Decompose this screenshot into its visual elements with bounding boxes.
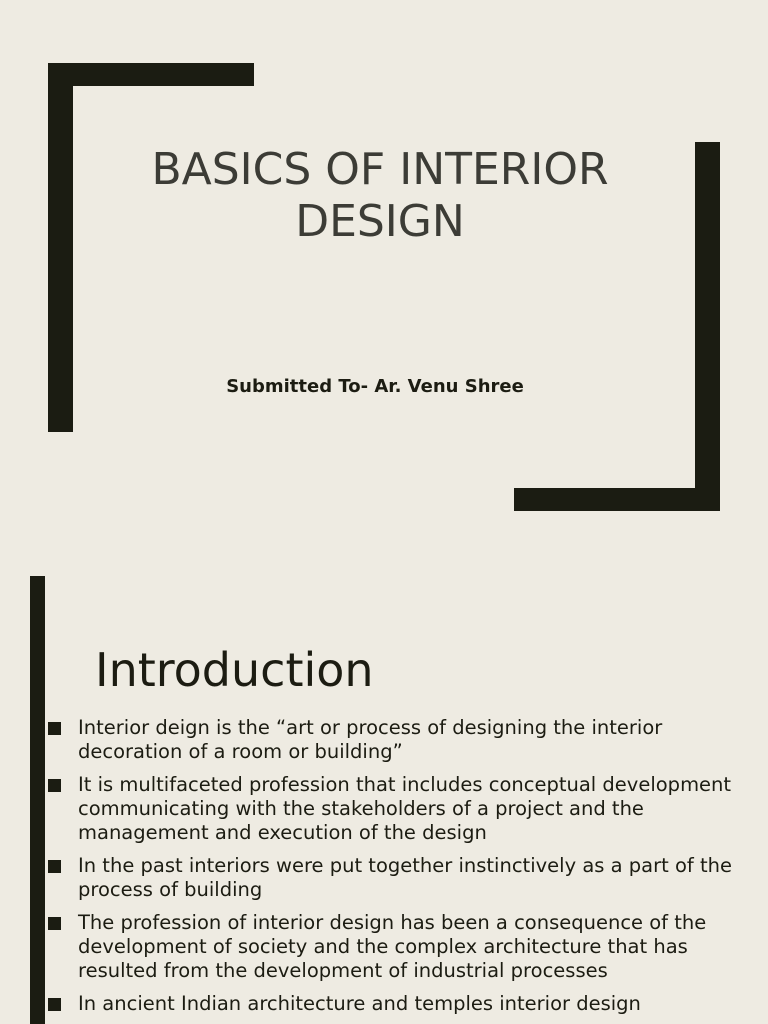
top-left-frame-vertical <box>48 63 73 432</box>
square-bullet-icon <box>48 917 61 930</box>
list-item <box>48 773 748 845</box>
list-item <box>48 854 748 902</box>
bottom-right-frame-horizontal <box>514 488 720 511</box>
title-line-1: BASICS OF INTERIOR <box>151 144 609 195</box>
list-item <box>48 911 748 983</box>
list-item-text: In the past interiors were put together instinctively as a part of the process of building <box>78 854 732 901</box>
square-bullet-icon <box>48 998 61 1011</box>
list-item-text: It is multifaceted profession that includes conceptual development communicating with the stakeholders of a project and the management and execution of the design <box>78 773 732 844</box>
introduction-slide <box>0 560 768 1024</box>
slide-title <box>90 144 670 248</box>
left-accent-bar <box>30 576 45 1024</box>
title-line-2: DESIGN <box>295 196 465 247</box>
list-item <box>48 716 748 764</box>
bottom-right-frame-vertical <box>695 142 720 511</box>
square-bullet-icon <box>48 722 61 735</box>
list-item-text: In ancient Indian architecture and temples interior design <box>78 992 641 1015</box>
bullet-list <box>48 716 748 1024</box>
list-item-text: The profession of interior design has been a consequence of the development of society and the complex architecture that has resulted from the development of industrial processes <box>78 911 707 982</box>
square-bullet-icon <box>48 779 61 792</box>
top-left-frame-horizontal <box>48 63 254 86</box>
slide-subtitle: Submitted To- Ar. Venu Shree <box>226 376 524 397</box>
list-item-text: Interior deign is the “art or process of designing the interior decoration of a room or building” <box>78 716 663 763</box>
slide-heading: Introduction <box>95 643 374 697</box>
square-bullet-icon <box>48 860 61 873</box>
list-item <box>48 992 748 1016</box>
